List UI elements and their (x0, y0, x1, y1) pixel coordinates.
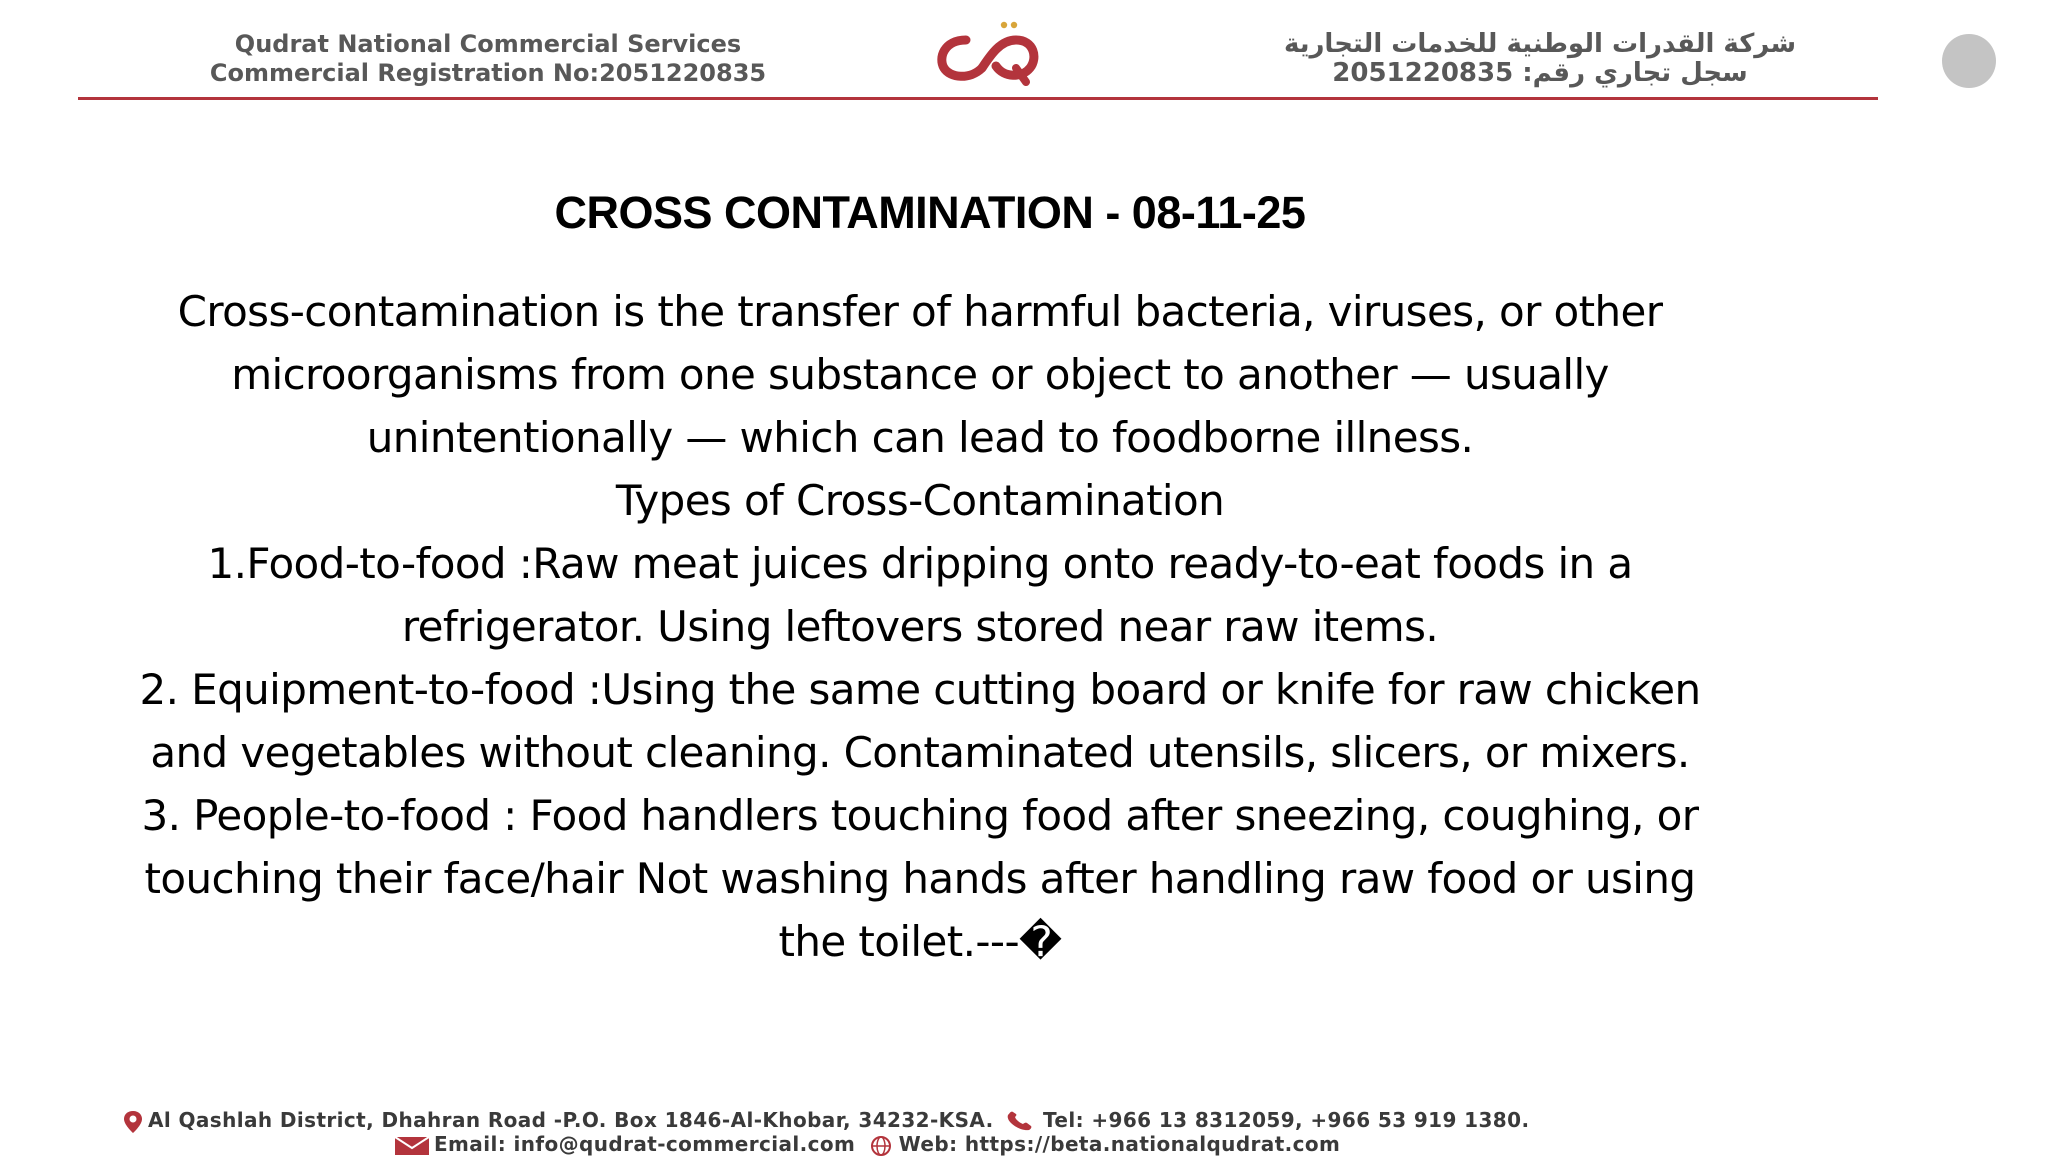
type-people-to-food: 3. People-to-food : Food handlers touching food after sneezing, coughing, or touching their face/hair Not washing hands after handling raw food or using the toilet.---� (141, 791, 1699, 966)
company-name-english: Qudrat National Commercial Services (234, 30, 742, 58)
header-divider (78, 97, 1878, 100)
footer-email: Email: info@qudrat-commercial.com (434, 1132, 856, 1156)
company-name-arabic: شركة القدرات الوطنية للخدمات التجارية (1283, 29, 1797, 59)
company-info-english (128, 30, 848, 88)
company-logo (930, 18, 1048, 88)
type-food-to-food: 1.Food-to-food :Raw meat juices dripping onto ready-to-eat foods in a refrigerator. Using leftovers stored near raw items. (207, 539, 1633, 651)
footer-contact-line (118, 1108, 1529, 1134)
company-info-arabic (1220, 30, 1860, 88)
intro-paragraph: Cross-contamination is the transfer of harmful bacteria, viruses, or other microorganisms from one substance or object to another — usually unintentionally — which can lead to foodborne illness. (177, 287, 1663, 462)
phone-icon (1005, 1111, 1039, 1133)
letterhead-header (0, 0, 2048, 102)
footer-telephone: Tel: +966 13 8312059, +966 53 919 1380. (1043, 1108, 1530, 1132)
registration-number-english: Commercial Registration No:2051220835 (209, 59, 767, 87)
document-body (120, 280, 1720, 973)
type-equipment-to-food: 2. Equipment-to-food :Using the same cutting board or knife for raw chicken and vegetables without cleaning. Contaminated utensils, slicers, or mixers. (139, 665, 1701, 777)
circle-button[interactable] (1942, 34, 1996, 88)
footer-address: Al Qashlah District, Dhahran Road -P.O. Box 1846-Al-Khobar, 34232-KSA. (148, 1108, 994, 1132)
letterhead-footer (0, 1100, 2048, 1156)
footer-website: Web: https://beta.nationalqudrat.com (898, 1132, 1341, 1156)
registration-number-arabic: سجل تجاري رقم: 2051220835 (1332, 58, 1748, 88)
document-title: CROSS CONTAMINATION - 08-11-25 (554, 187, 1306, 238)
types-heading: Types of Cross-Contamination (615, 476, 1225, 525)
location-pin-icon (122, 1110, 144, 1134)
globe-icon (867, 1135, 895, 1157)
